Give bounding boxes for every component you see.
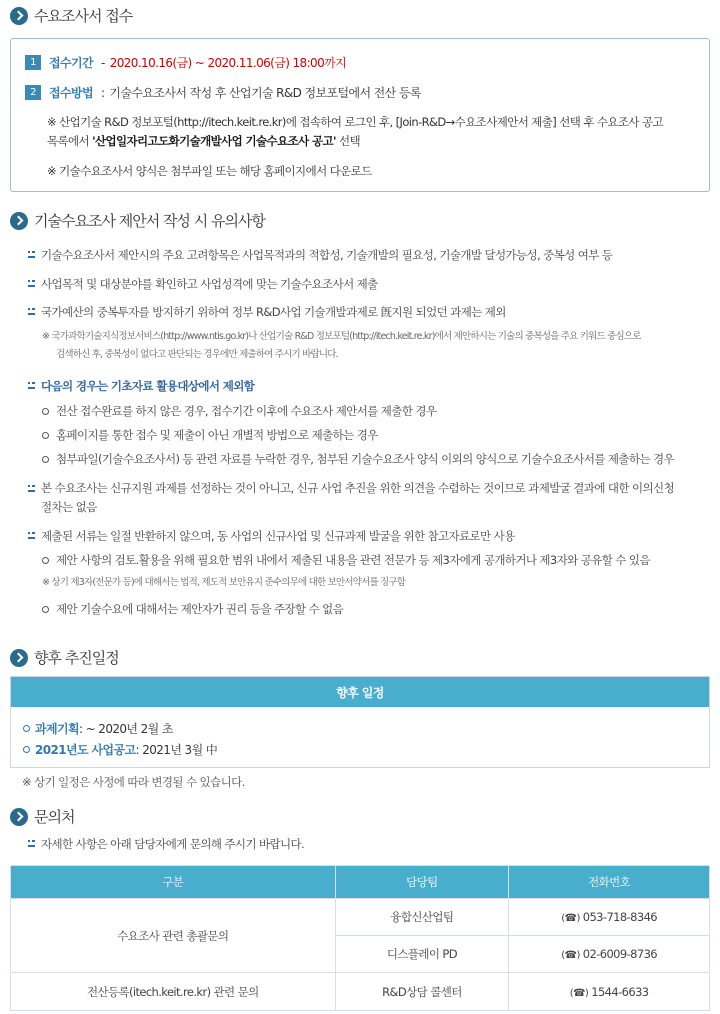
period-label: 접수기간 [49,56,93,70]
period-value: 2020.10.16(금) ~ 2020.11.06(금) 18:00까지 [109,56,347,70]
exclusion-item: 홈페이지를 통한 접수 및 제출이 아닌 개별적 방법으로 제출하는 경우 [42,427,378,443]
chevron-right-icon [10,7,28,25]
number-badge: 2 [25,85,41,100]
table-header-row [11,866,710,899]
category-cell: 수요조사 관련 총괄문의 [11,899,336,973]
circle-bullet-icon [42,408,49,415]
number-badge: 1 [25,55,41,70]
contact-intro: 자세한 사항은 아래 담당자에게 문의해 주시기 바랍니다. [28,836,304,852]
guideline-item: 기술수요조사서 제안시의 주요 고려항목은 사업목적과의 적합성, 기술개발의 필요성, 기술개발 달성가능성, 중복성 여부 등 [28,247,612,263]
bullet-icon [28,308,35,315]
exclusion-item: 전산 접수완료를 하지 않은 경우, 접수기간 이후에 수요조사 제안서를 제출한 경우 [42,403,436,419]
table-row [11,973,710,1011]
chevron-right-icon [10,212,28,230]
category-cell: 전산등록(itech.keit.re.kr) 관련 문의 [11,973,336,1011]
bullet-icon [28,532,35,539]
circle-bullet-icon [23,746,30,753]
contact-table [10,865,710,1011]
phone-cell: (☎) 1544-6633 [509,973,710,1011]
phone-icon: (☎) [561,913,580,924]
section-title-submission: 수요조사서 접수 [10,5,132,26]
guideline-item: 본 수요조사는 신규지원 과제를 선정하는 것이 아니고, 신규 사업 추진을 위한 의견을 수렴하는 것이므로 과제발굴 결과에 대한 이의신청 절차는 없음 [28,479,674,517]
guideline-item: 제출된 서류는 일절 반환하지 않으며, 동 사업의 신규사업 및 신규과제 발굴을 위한 참고자료로만 사용 [28,528,515,544]
chevron-right-icon [10,649,28,667]
team-cell: 융합신산업팀 [335,899,509,936]
bullet-icon [28,280,35,287]
schedule-line: 2021년도 사업공고 : 2021년 3월 中 [23,741,217,758]
circle-bullet-icon [42,432,49,439]
phone-icon: (☎) [569,987,589,999]
section-title-contact: 문의처 [10,806,74,827]
schedule-line: 과제기획 : ~ 2020년 2월 초 [23,720,173,737]
bullet-icon [28,251,35,258]
team-cell: 디스플레이 PD [335,936,509,973]
guideline-item: 국가예산의 중복투자를 방지하기 위하여 정부 R&D사업 기술개발과제로 旣지원 되었던 과제는 제외 [28,304,506,320]
bullet-icon [28,840,35,847]
portal-note: ※ 산업기술 R&D 정보포털(http://itech.keit.re.kr)에 접속하여 로그인 후, [Join-R&D→수요조사제안서 제출] 선택 후 수요조사 공고 목록에서 '산업일자리고도화기술개발사업 기술수요조사 공고' 선택 [47,115,663,148]
circle-bullet-icon [23,725,30,732]
schedule-box [10,676,710,768]
circle-bullet-icon [42,557,49,564]
usage-item: 제안 기술수요에 대해서는 제안자가 권리 등을 주장할 수 없음 [42,601,343,617]
exclusion-heading: 다음의 경우는 기초자료 활용대상에서 제외함 [28,378,254,394]
schedule-note: ※ 상기 일정은 사정에 따라 변경될 수 있습니다. [22,775,245,789]
phone-cell: (☎) 02-6009-8736 [509,936,710,973]
circle-bullet-icon [42,456,49,463]
section-title-schedule: 향후 추진일정 [10,647,119,668]
team-cell: R&D상담 콜센터 [335,973,509,1011]
phone-icon: (☎) [561,950,580,961]
form-download-note: ※ 기술수요조사서 양식은 첨부파일 또는 해당 홈페이지에서 다운로드 [47,164,372,178]
chevron-right-icon [10,808,28,826]
bullet-icon [28,485,35,492]
submission-box [10,38,710,192]
security-note: ※ 상기 제3자(전문가 등)에 대해서는 법적, 제도적 보안유지 준수의무에 대한 보안서약서를 징구함 [42,577,406,588]
usage-item: 제안 사항의 검토.활용을 위해 필요한 범위 내에서 제출된 내용을 관련 전문가 등 제3자에게 공개하거나 제3자와 공유할 수 있음 [42,552,650,568]
submission-period-row: 1 접수기간 - 2020.10.16(금) ~ 2020.11.06(금) 18:00까지 [25,54,346,71]
method-label: 접수방법 [49,86,93,100]
circle-bullet-icon [42,606,49,613]
guideline-item: 사업목적 및 대상분야를 확인하고 사업성격에 맞는 기술수요조사서 제출 [28,276,378,292]
bullet-icon [28,382,35,389]
table-row [11,899,710,936]
column-header: 구분 [11,866,336,899]
duplicate-check-note: ※ 국가과학기술지식정보서비스(http://www.ntis.go.kr)나 산업기술 R&D 정보포털(http://itech.keit.re.kr)에서 제안하시는 기술의 중복성을 주요 키워드 중심으로 검색하신 후, 중복성이 없다고 판단되는 경우에만 제출하여 주시기 바랍니다. [42,331,641,360]
method-value: 기술수요조사서 작성 후 산업기술 R&D 정보포털에서 전산 등록 [109,86,421,100]
submission-method-row: 2 접수방법 : 기술수요조사서 작성 후 산업기술 R&D 정보포털에서 전산 등록 [25,84,421,101]
phone-cell: (☎) 053-718-8346 [509,899,710,936]
column-header: 담당팀 [335,866,509,899]
column-header: 전화번호 [509,866,710,899]
exclusion-item: 첨부파일(기술수요조사서) 등 관련 자료를 누락한 경우, 첨부된 기술수요조사 양식 이외의 양식으로 기술수요조사서를 제출하는 경우 [42,451,674,467]
schedule-header: 향후 일정 [11,677,709,707]
section-title-guidelines: 기술수요조사 제안서 작성 시 유의사항 [10,210,265,231]
